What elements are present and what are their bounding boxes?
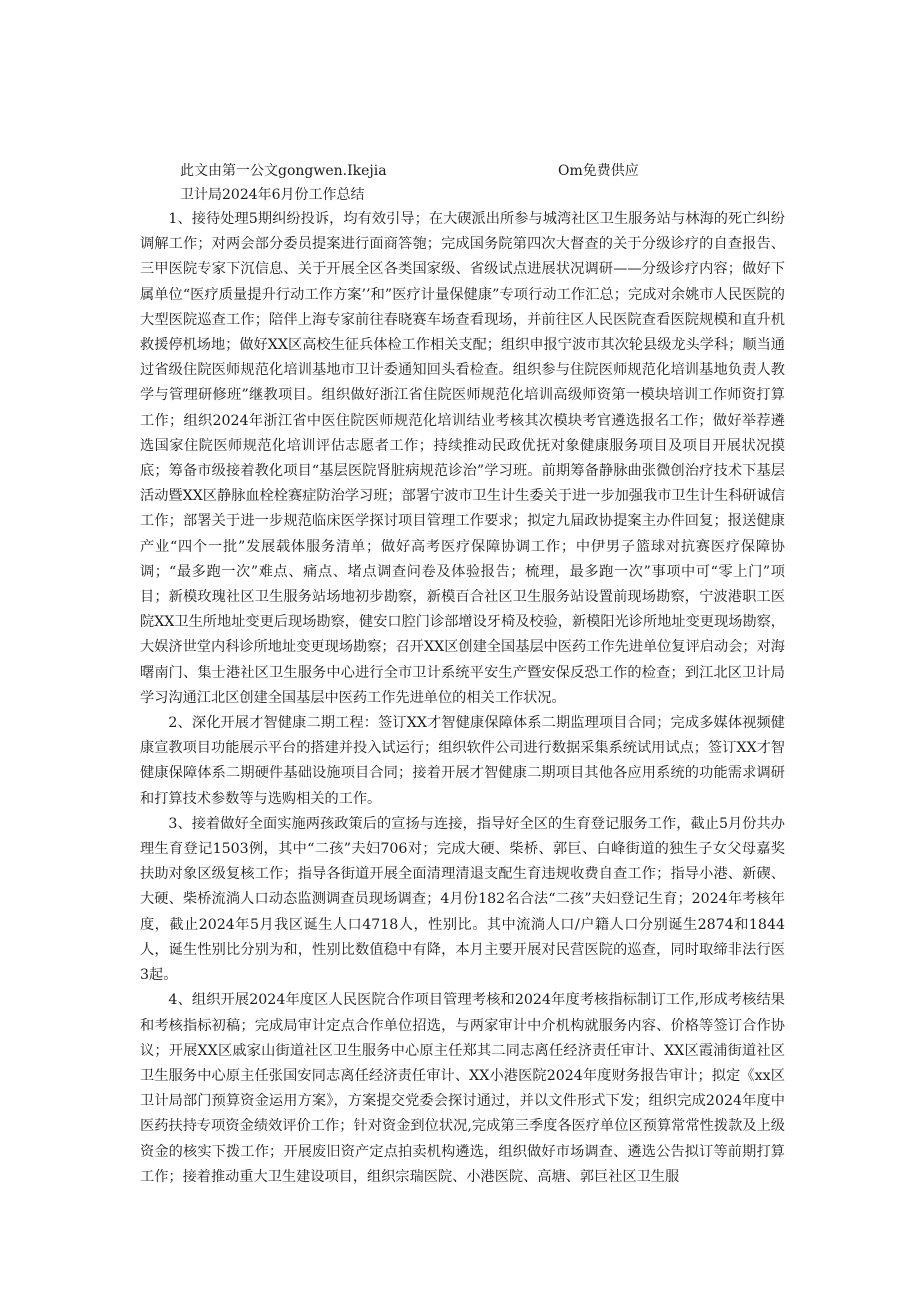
paragraph-2: 2、深化开展才智健康二期工程：签订XX才智健康保障体系二期监理项目合同；完成多媒体视频健康宣教项目功能展示平台的搭建并投入试运行；组织软件公司进行数据采集系统试用试点；签订XX才智健康保障体系二期硬件基础设施项目合同；接着开展才智健康二期项目其他各应用系统的功能需求调研和打算技术参数等与选购相关的工作。	[140, 715, 785, 807]
source-text-left: 此文由第一公文gongwen.Ikejia	[180, 163, 387, 179]
document-title: 卫计局2024年6月份工作总结	[180, 187, 365, 203]
source-text-right: Om免费供应	[558, 163, 639, 179]
paragraph-1: 1、接待处理5期纠纷投诉，均有效引导；在大碶派出所参与城湾社区卫生服务站与林海的死亡纠纷调解工作；对两会部分委员提案进行面商答匏；完成国务院第四次大督查的关于分级诊疗的自查报告、三甲医院专家下沉信息、关于开展全区各类国家级、省级试点进展状况调研——分级诊疗内容；做好下属单位“医疗质量提升行动工作方案’’和”医疗计量保健康”专项行动工作汇总；完成对余姚市人民医院的大型医院巡查工作；陪伴上海专家前往春晓赛车场查看现场，并前往区人民医院查看医院规模和直升机救援停机场地；做好XX区高校生征兵体检工作相关支配；组织申报宁波市其次轮县级龙头学科；顺当通过省级住院医师规范化培训基地市卫计委通知回头看检查。组织参与住院医师规范化培训基地负责人教学与管理研修班”继教项目。组织做好浙江省住院医师规范化培训高级师资第一模块培训工作师资打算工作；组织2024年浙江省中医住院医师规范化培训结业考核其次模块考官遴选报名工作；做好举荐遴选国家住院医师规范化培训评估志愿者工作；持续推动民政优抚对象健康服务项目及项目开展状况摸底；筹备市级接着教化项目“基层医院肾脏病规范诊治”学习班。前期筹备静脉曲张微创治疗技术下基层活动暨XX区静脉血栓栓赛症防治学习班；部署宁波市卫生计生委关于进一步加强我市卫生计生科研诚信工作；部署关于进一步规范临床医学探讨项目管理工作要求；拟定九届政协提案主办件回复；报送健康产业“四个一批”发展载体服务清单；做好高考医疗保障协调工作；中伊男子篮球对抗赛医疗保障协调；“最多跑一次”难点、痛点、堵点调查问卷及体验报告；梳理，最多跑一次”事项中可“零上门”项目；新模玫瑰社区卫生服务站场地初步勘察，新模百合社区卫生服务站设置前现场勘察，宁波港职工医院XX卫生所地址变更后现场勘察，健安口腔门诊部增设牙椅及校验，新模阳光诊所地址变更现场勘察，大娱济世堂内科诊所地址变更现场勘察；召开XX区创建全国基层中医药工作先进单位复评启动会；对海曙南门、集士港社区卫生服务中心进行全市卫计系统平安生产暨安保反恐工作的检查；到江北区卫计局学习沟通江北区创建全国基层中医药工作先进单位的相关工作状况。	[140, 211, 785, 706]
document-body	[140, 207, 785, 1190]
paragraph-4: 4、组织开展2024年度区人民医院合作项目管理考核和2024年度考核指标制订工作,形成考核结果和考核指标初稿；完成局审计定点合作单位招选，与两家审计中介机构就服务内容、价格等签订合作协议；开展XX区戚家山街道社区卫生服务中心原主任郑其二同志离任经济责任审计、XX区霞浦街道社区卫生服务中心原主任张国安同志离任经济责任审计、XX小港医院2024年度财务报告审计；拟定《xx区卫计局部门预算资金运用方案》，方案提交党委会探讨通过，并以文件形式下发；组织完成2024年度中医药扶持专项资金绩效评价工作；针对资金到位状况,完成第三季度各医疗单位区预算常常性拨款及上级资金的核实下拨工作；开展废旧资产定点拍卖机构遴选，组织做好市场调查、遴选公告拟订等前期打算工作；接着推动重大卫生建设项目，组织宗瑞医院、小港医院、高塘、郭巨社区卫生服	[140, 992, 785, 1185]
paragraph-3: 3、接着做好全面实施两孩政策后的宣扬与连接，指导好全区的生育登记服务工作，截止5月份共办理生育登记1503例，其中“二孩”夫妇706对；完成大硬、柴桥、郭巨、白峰街道的独生子女父母嘉奖扶助对象区级复核工作；指导各街道开展全面清理清退支配生育违规收费自查工作；指导小港、新碶、大硬、柴桥流淌人口动态监测调查员现场调查；4月份182名合法“二孩”夫妇登记生育；2024年考核年度，截止2024年5月我区诞生人口4718人，性别比。其中流淌人口/户籍人口分别诞生2874和1844人，诞生性别比分别为和，性别比数值稳中有降，本月主要开展对民营医院的巡查，同时取缔非法行医3起。	[140, 815, 785, 984]
